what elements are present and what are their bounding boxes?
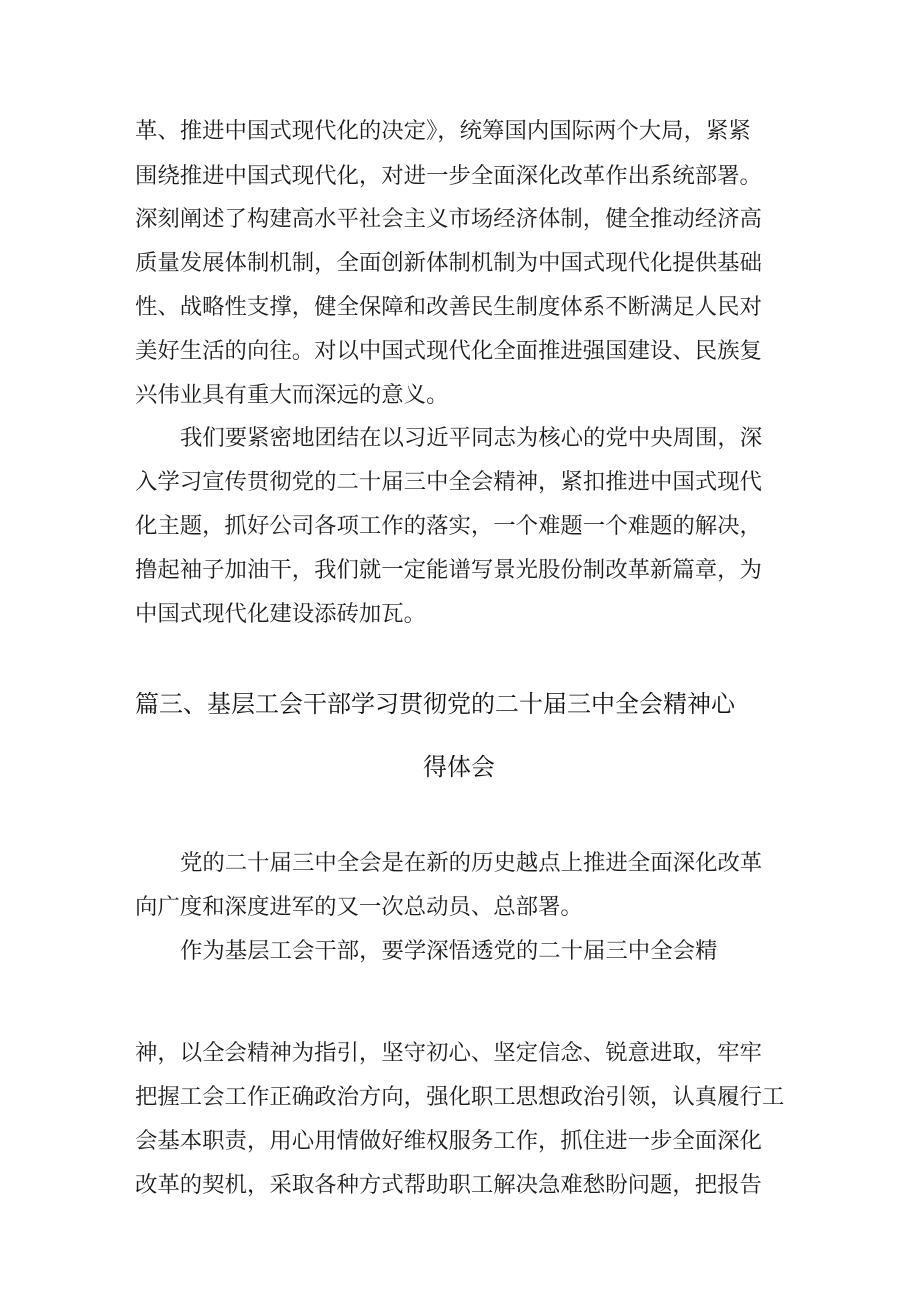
body-text-line: 入学习宣传贯彻党的二十届三中全会精神，紧扣推进中国式现代 (135, 469, 762, 495)
body-text-line: 化主题，抓好公司各项工作的落实，一个难题一个难题的解决， (135, 513, 762, 539)
body-text-line: 神，以全会精神为指引，坚守初心、坚定信念、锐意进取，牢牢 (135, 1040, 762, 1066)
body-text-line: 性、战略性支撑，健全保障和改善民生制度体系不断满足人民对 (135, 294, 762, 320)
body-text-line: 作为基层工会干部，要学深悟透党的二十届三中全会精 (180, 938, 718, 964)
body-text-line: 把握工会工作正确政治方向，强化职工思想政治引领，认真履行工 (135, 1084, 785, 1110)
body-text-line: 革、推进中国式现代化的决定》，统筹国内国际两个大局，紧紧 (135, 118, 751, 144)
section-title-line2: 得体会 (423, 753, 495, 781)
body-text-line: 会基本职责，用心用情做好维权服务工作，抓住进一步全面深化 (135, 1128, 762, 1154)
body-text-line: 美好生活的向往。对以中国式现代化全面推进强国建设、民族复 (135, 338, 762, 364)
body-text-line: 党的二十届三中全会是在新的历史越点上推进全面深化改革 (180, 850, 763, 876)
body-text-line: 围绕推进中国式现代化，对进一步全面深化改革作出系统部署。 (135, 163, 762, 189)
body-text-line: 我们要紧密地团结在以习近平同志为核心的党中央周围，深 (180, 425, 763, 451)
body-text-line: 质量发展体制机制，全面创新体制机制为中国式现代化提供基础 (135, 250, 762, 276)
body-text-line: 撸起袖子加油干，我们就一定能谱写景光股份制改革新篇章，为 (135, 557, 762, 583)
body-text-line: 中国式现代化建设添砖加瓦。 (135, 601, 427, 627)
body-text-line: 深刻阐述了构建高水平社会主义市场经济体制，健全推动经济高 (135, 206, 762, 232)
body-text-line: 改革的契机，采取各种方式帮助职工解决急难愁盼问题，把报告 (135, 1172, 762, 1198)
section-title-line1: 篇三、基层工会干部学习贯彻党的二十届三中全会精神心 (135, 690, 735, 718)
body-text-line: 向广度和深度进军的又一次总动员、总部署。 (135, 894, 583, 920)
body-text-line: 兴伟业具有重大而深远的意义。 (135, 382, 449, 408)
